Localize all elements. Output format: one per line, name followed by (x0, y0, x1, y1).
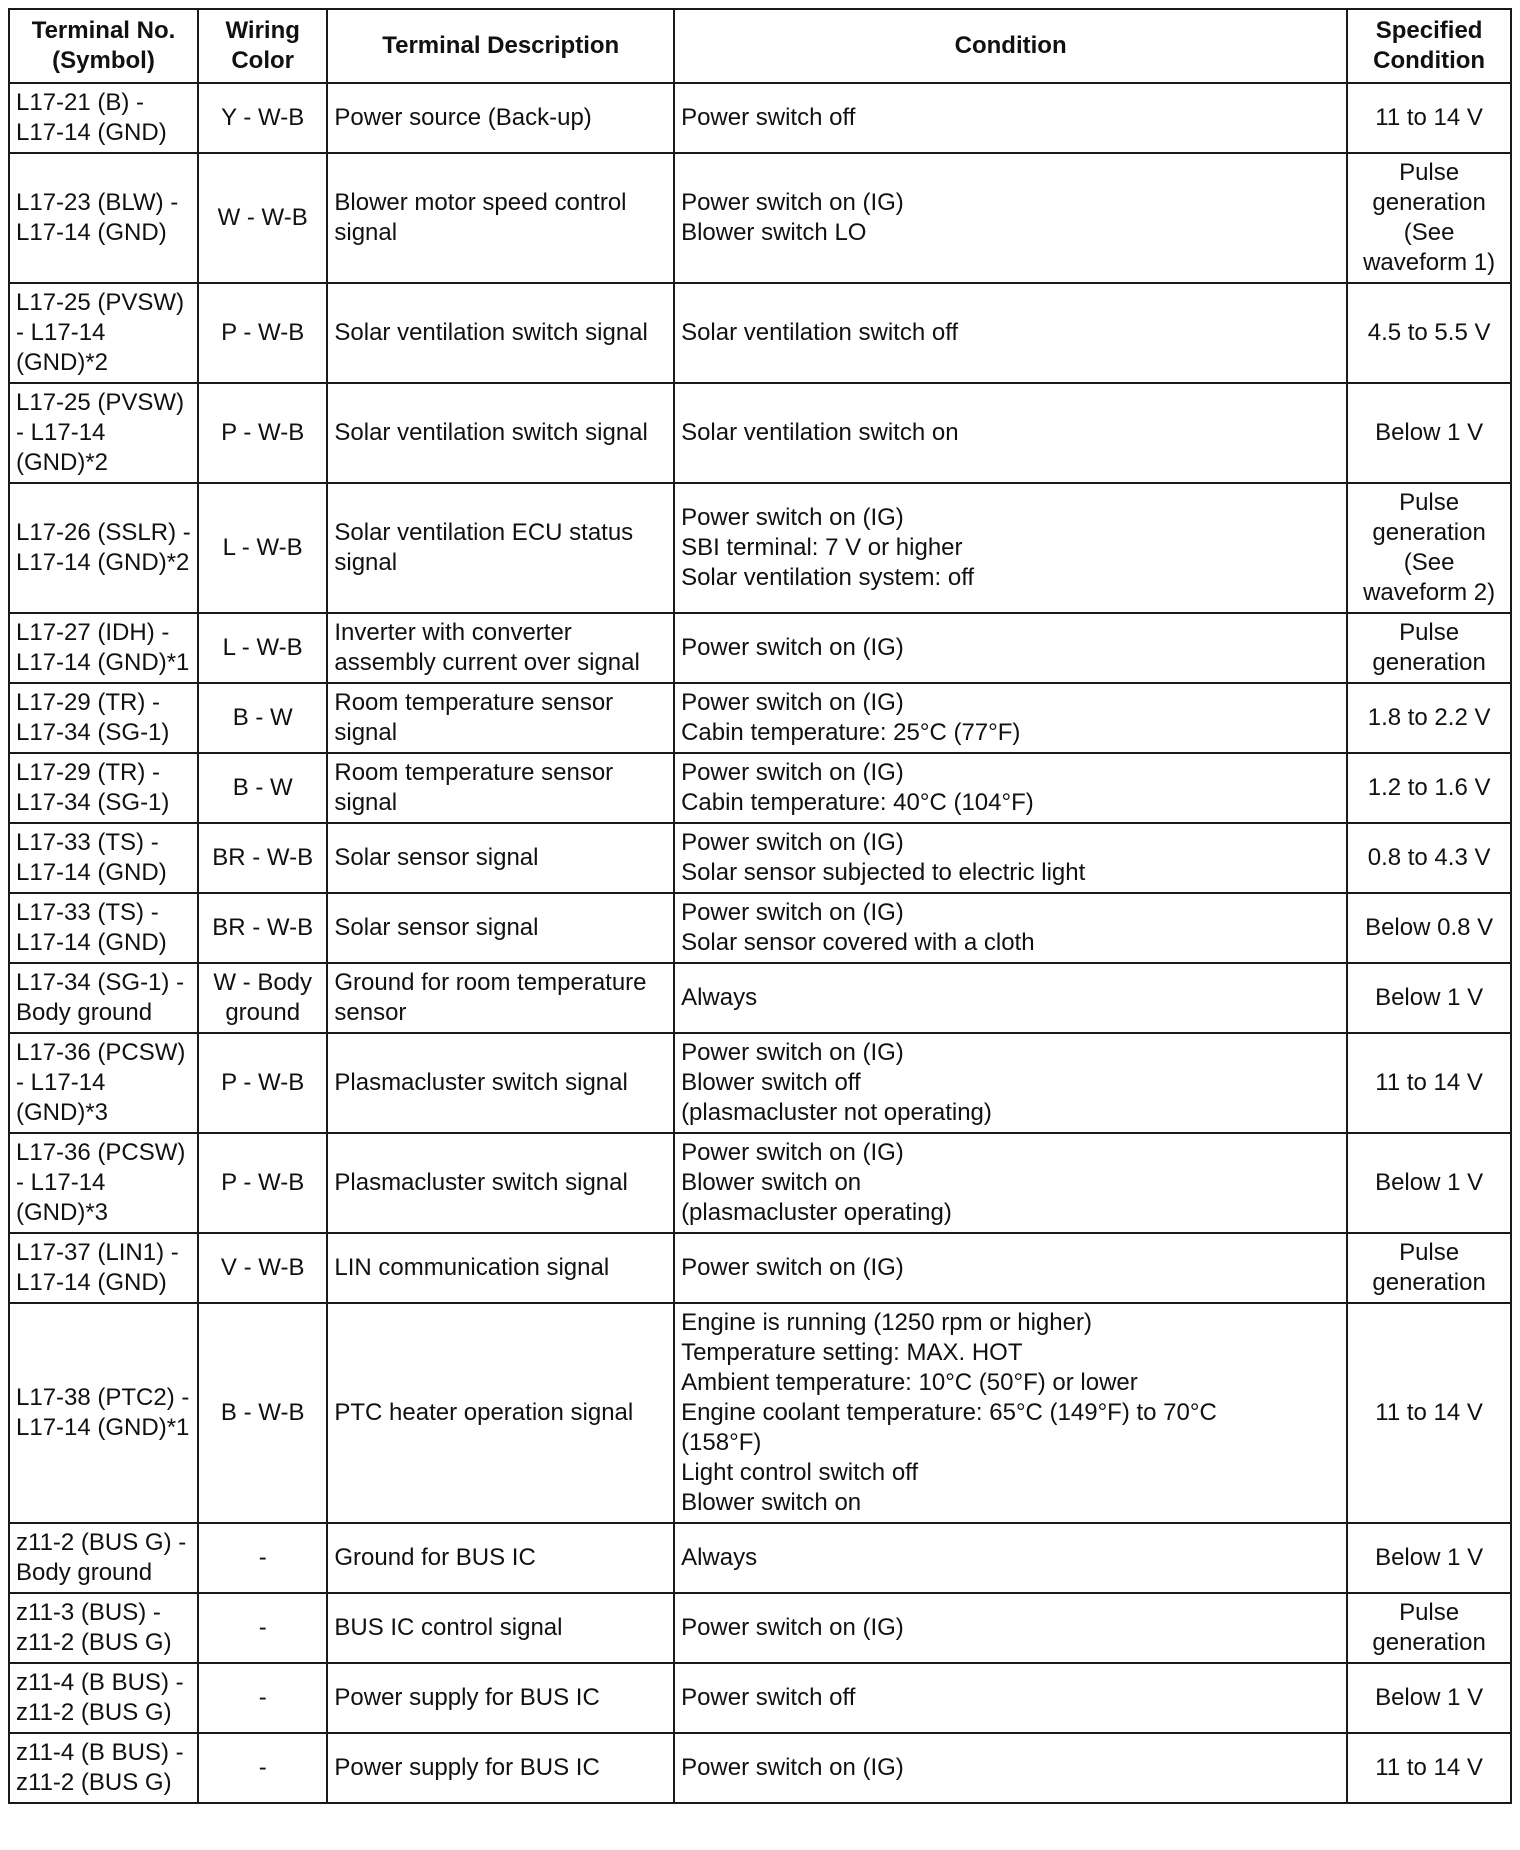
cell-condition: Power switch on (IG) Blower switch on (plasmacluster operating) (674, 1133, 1347, 1233)
header-wiring-color: Wiring Color (198, 9, 327, 83)
cell-terminal: L17-34 (SG-1) - Body ground (9, 963, 198, 1033)
cell-specified-condition: 11 to 14 V (1347, 1033, 1511, 1133)
cell-condition: Power switch on (IG) (674, 613, 1347, 683)
header-condition: Condition (674, 9, 1347, 83)
cell-wiring-color: P - W-B (198, 1133, 327, 1233)
table-row (9, 483, 1511, 613)
table-row (9, 283, 1511, 383)
table-row (9, 893, 1511, 963)
cell-specified-condition: Below 1 V (1347, 383, 1511, 483)
cell-description: Inverter with converter assembly current over signal (327, 613, 674, 683)
cell-wiring-color: P - W-B (198, 283, 327, 383)
cell-wiring-color: Y - W-B (198, 83, 327, 153)
cell-description: Ground for BUS IC (327, 1523, 674, 1593)
cell-wiring-color: B - W (198, 683, 327, 753)
cell-terminal: z11-3 (BUS) - z11-2 (BUS G) (9, 1593, 198, 1663)
cell-description: Room temperature sensor signal (327, 753, 674, 823)
cell-terminal: L17-36 (PCSW) - L17-14 (GND)*3 (9, 1033, 198, 1133)
table-row (9, 683, 1511, 753)
cell-specified-condition: Below 1 V (1347, 1523, 1511, 1593)
cell-terminal: L17-38 (PTC2) - L17-14 (GND)*1 (9, 1303, 198, 1523)
cell-condition: Power switch on (IG) SBI terminal: 7 V or higher Solar ventilation system: off (674, 483, 1347, 613)
cell-condition: Power switch on (IG) Blower switch LO (674, 153, 1347, 283)
cell-terminal: L17-29 (TR) - L17-34 (SG-1) (9, 683, 198, 753)
cell-condition: Power switch off (674, 83, 1347, 153)
cell-description: LIN communication signal (327, 1233, 674, 1303)
cell-terminal: L17-26 (SSLR) - L17-14 (GND)*2 (9, 483, 198, 613)
header-row (9, 9, 1511, 83)
cell-specified-condition: 11 to 14 V (1347, 83, 1511, 153)
table-header (9, 9, 1511, 83)
cell-terminal: z11-2 (BUS G) - Body ground (9, 1523, 198, 1593)
cell-wiring-color: L - W-B (198, 483, 327, 613)
cell-specified-condition: Pulse generation (1347, 1233, 1511, 1303)
cell-specified-condition: 1.8 to 2.2 V (1347, 683, 1511, 753)
cell-terminal: L17-33 (TS) - L17-14 (GND) (9, 823, 198, 893)
cell-specified-condition: 11 to 14 V (1347, 1303, 1511, 1523)
table-row (9, 1233, 1511, 1303)
cell-specified-condition: 0.8 to 4.3 V (1347, 823, 1511, 893)
table-row (9, 1593, 1511, 1663)
table-row (9, 1733, 1511, 1803)
cell-description: Room temperature sensor signal (327, 683, 674, 753)
cell-condition: Engine is running (1250 rpm or higher) Temperature setting: MAX. HOT Ambient temperature: 10°C (50°F) or lower Engine coolant temperature: 65°C (149°F) to 70°C (158°F) Light control switch off Blower switch on (674, 1303, 1347, 1523)
cell-wiring-color: W - W-B (198, 153, 327, 283)
table-row (9, 383, 1511, 483)
cell-condition: Power switch on (IG) Solar sensor covered with a cloth (674, 893, 1347, 963)
header-terminal: Terminal No. (Symbol) (9, 9, 198, 83)
cell-description: Solar sensor signal (327, 823, 674, 893)
header-terminal-description: Terminal Description (327, 9, 674, 83)
table-body (9, 83, 1511, 1803)
cell-specified-condition: 11 to 14 V (1347, 1733, 1511, 1803)
cell-description: Power supply for BUS IC (327, 1733, 674, 1803)
cell-terminal: L17-33 (TS) - L17-14 (GND) (9, 893, 198, 963)
cell-terminal: L17-23 (BLW) - L17-14 (GND) (9, 153, 198, 283)
cell-wiring-color: BR - W-B (198, 893, 327, 963)
cell-condition: Power switch on (IG) Cabin temperature: 40°C (104°F) (674, 753, 1347, 823)
cell-wiring-color: - (198, 1663, 327, 1733)
cell-description: Power source (Back-up) (327, 83, 674, 153)
cell-specified-condition: 4.5 to 5.5 V (1347, 283, 1511, 383)
cell-terminal: z11-4 (B BUS) - z11-2 (BUS G) (9, 1733, 198, 1803)
cell-description: Ground for room temperature sensor (327, 963, 674, 1033)
cell-wiring-color: P - W-B (198, 1033, 327, 1133)
table-row (9, 153, 1511, 283)
cell-wiring-color: - (198, 1523, 327, 1593)
cell-condition: Power switch on (IG) (674, 1233, 1347, 1303)
cell-specified-condition: Below 1 V (1347, 963, 1511, 1033)
cell-specified-condition: Pulse generation (1347, 1593, 1511, 1663)
cell-terminal: L17-25 (PVSW) - L17-14 (GND)*2 (9, 383, 198, 483)
cell-wiring-color: B - W (198, 753, 327, 823)
cell-description: Plasmacluster switch signal (327, 1033, 674, 1133)
cell-description: Solar ventilation switch signal (327, 383, 674, 483)
cell-description: Blower motor speed control signal (327, 153, 674, 283)
cell-condition: Always (674, 1523, 1347, 1593)
cell-description: BUS IC control signal (327, 1593, 674, 1663)
table-row (9, 963, 1511, 1033)
cell-specified-condition: Pulse generation (1347, 613, 1511, 683)
table-row (9, 1523, 1511, 1593)
table-row (9, 1033, 1511, 1133)
table-row (9, 753, 1511, 823)
table-row (9, 823, 1511, 893)
cell-description: Power supply for BUS IC (327, 1663, 674, 1733)
cell-terminal: L17-25 (PVSW) - L17-14 (GND)*2 (9, 283, 198, 383)
table-row (9, 613, 1511, 683)
cell-condition: Always (674, 963, 1347, 1033)
cell-specified-condition: 1.2 to 1.6 V (1347, 753, 1511, 823)
cell-condition: Power switch on (IG) Cabin temperature: 25°C (77°F) (674, 683, 1347, 753)
cell-description: PTC heater operation signal (327, 1303, 674, 1523)
cell-specified-condition: Below 1 V (1347, 1133, 1511, 1233)
cell-wiring-color: BR - W-B (198, 823, 327, 893)
table-row (9, 1133, 1511, 1233)
cell-terminal: L17-36 (PCSW) - L17-14 (GND)*3 (9, 1133, 198, 1233)
cell-condition: Power switch on (IG) (674, 1733, 1347, 1803)
cell-specified-condition: Below 1 V (1347, 1663, 1511, 1733)
cell-condition: Solar ventilation switch off (674, 283, 1347, 383)
cell-terminal: L17-29 (TR) - L17-34 (SG-1) (9, 753, 198, 823)
cell-condition: Solar ventilation switch on (674, 383, 1347, 483)
cell-description: Solar ventilation ECU status signal (327, 483, 674, 613)
cell-wiring-color: L - W-B (198, 613, 327, 683)
cell-specified-condition: Below 0.8 V (1347, 893, 1511, 963)
terminal-table-page (8, 8, 1512, 1804)
cell-description: Plasmacluster switch signal (327, 1133, 674, 1233)
table-row (9, 1303, 1511, 1523)
header-specified-condition: Specified Condition (1347, 9, 1511, 83)
cell-description: Solar ventilation switch signal (327, 283, 674, 383)
cell-wiring-color: W - Body ground (198, 963, 327, 1033)
cell-condition: Power switch off (674, 1663, 1347, 1733)
cell-wiring-color: - (198, 1593, 327, 1663)
cell-terminal: z11-4 (B BUS) - z11-2 (BUS G) (9, 1663, 198, 1733)
cell-terminal: L17-27 (IDH) - L17-14 (GND)*1 (9, 613, 198, 683)
cell-specified-condition: Pulse generation (See waveform 2) (1347, 483, 1511, 613)
terminal-spec-table (8, 8, 1512, 1804)
cell-description: Solar sensor signal (327, 893, 674, 963)
cell-wiring-color: V - W-B (198, 1233, 327, 1303)
table-row (9, 1663, 1511, 1733)
cell-condition: Power switch on (IG) (674, 1593, 1347, 1663)
cell-condition: Power switch on (IG) Blower switch off (plasmacluster not operating) (674, 1033, 1347, 1133)
table-row (9, 83, 1511, 153)
cell-specified-condition: Pulse generation (See waveform 1) (1347, 153, 1511, 283)
cell-terminal: L17-37 (LIN1) - L17-14 (GND) (9, 1233, 198, 1303)
cell-wiring-color: P - W-B (198, 383, 327, 483)
cell-condition: Power switch on (IG) Solar sensor subjected to electric light (674, 823, 1347, 893)
cell-wiring-color: B - W-B (198, 1303, 327, 1523)
cell-terminal: L17-21 (B) - L17-14 (GND) (9, 83, 198, 153)
cell-wiring-color: - (198, 1733, 327, 1803)
